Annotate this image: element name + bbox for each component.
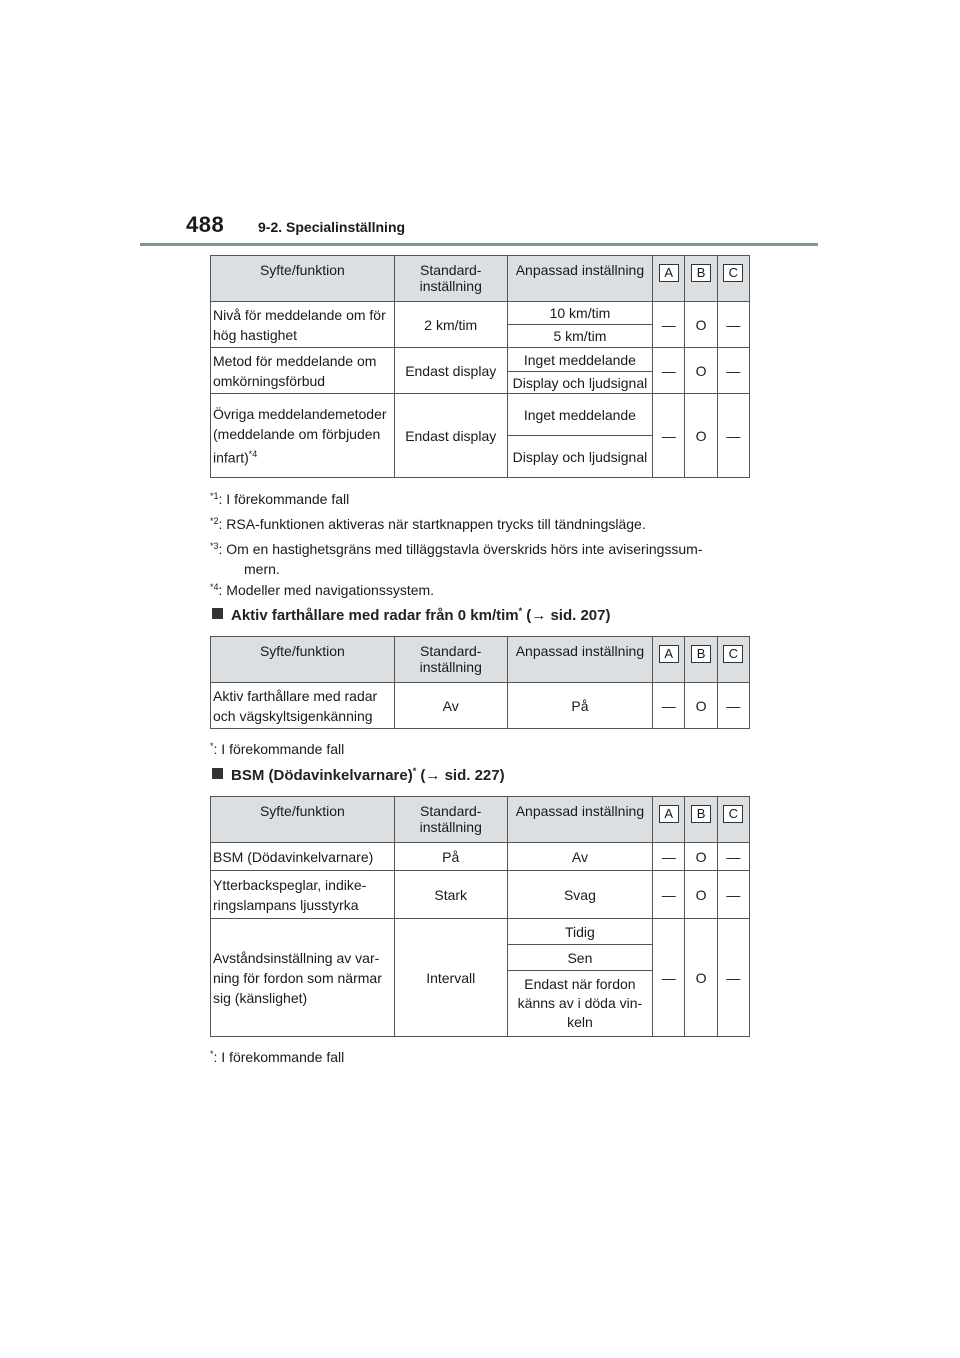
row-b: O xyxy=(685,871,717,919)
row-c: — xyxy=(717,348,749,394)
settings-table-1 xyxy=(210,255,750,478)
row-custom-option: Inget meddelande xyxy=(507,394,652,436)
page-reference: (→ sid. 207) xyxy=(522,607,611,624)
footnote-continuation: mern. xyxy=(244,561,280,577)
row-default: Endast display xyxy=(394,348,507,394)
header-default-line1: Standard- xyxy=(419,803,482,819)
row-custom: Svag xyxy=(507,871,652,919)
header-default xyxy=(394,637,507,683)
footnote-mark: * xyxy=(210,741,214,751)
footnote-mark: *4 xyxy=(210,582,219,592)
header-default-line1: Standard- xyxy=(419,643,482,659)
badge-b: B xyxy=(691,645,711,663)
badge-c: C xyxy=(723,645,743,663)
header-default-line2: inställning xyxy=(419,659,482,675)
row-custom-option: Display och ljudsignal xyxy=(507,372,652,394)
row-default: Intervall xyxy=(394,919,507,1037)
row-custom-option: Display och ljudsignal xyxy=(507,436,652,478)
header-b xyxy=(685,256,717,302)
row-c: — xyxy=(717,302,749,348)
row-b: O xyxy=(685,394,717,478)
footnote xyxy=(210,536,703,579)
header-a xyxy=(653,797,685,843)
header-c xyxy=(717,256,749,302)
badge-b: B xyxy=(691,805,711,823)
row-default: På xyxy=(394,843,507,871)
row-a: — xyxy=(653,302,685,348)
header-custom: Anpassad inställning xyxy=(507,637,652,683)
header-custom: Anpassad inställning xyxy=(507,797,652,843)
row-a: — xyxy=(653,394,685,478)
header-rule xyxy=(140,243,818,246)
row-custom-option: 5 km/tim xyxy=(507,325,652,348)
row-custom-option: Sen xyxy=(507,945,652,971)
footnote-text: : RSA-funktionen aktiveras när startknappen trycks till tändningsläge. xyxy=(218,516,646,532)
row-name: Metod för meddelande om omkörningsförbud xyxy=(211,348,395,394)
subheading-bsm xyxy=(212,766,505,784)
header-purpose: Syfte/funktion xyxy=(211,797,395,843)
row-name xyxy=(211,394,395,478)
row-custom-option: Endast när fordon känns av i döda vin-keln xyxy=(507,971,652,1037)
row-a: — xyxy=(653,683,685,729)
footnote-text: : I förekommande fall xyxy=(218,491,350,507)
settings-table-2 xyxy=(210,636,750,729)
subheading-text: Aktiv farthållare med radar från 0 km/tim xyxy=(231,607,519,624)
header-default-line2: inställning xyxy=(419,819,482,835)
badge-a: A xyxy=(659,805,679,823)
row-name-text: Övriga meddelandemetoder (meddelande om förbjuden infart) xyxy=(213,405,387,466)
subheading-mark: * xyxy=(412,766,417,776)
header-custom: Anpassad inställning xyxy=(507,256,652,302)
row-a: — xyxy=(653,348,685,394)
row-custom-option: Inget meddelande xyxy=(507,348,652,372)
header-default xyxy=(394,256,507,302)
row-default: Av xyxy=(394,683,507,729)
row-custom-option: 10 km/tim xyxy=(507,302,652,325)
footnote xyxy=(210,577,434,600)
row-a: — xyxy=(653,871,685,919)
row-b: O xyxy=(685,348,717,394)
row-custom: På xyxy=(507,683,652,729)
row-c: — xyxy=(717,919,749,1037)
row-b: O xyxy=(685,302,717,348)
row-c: — xyxy=(717,683,749,729)
row-b: O xyxy=(685,919,717,1037)
footnote-mark: *4 xyxy=(248,448,258,459)
footnote-mark: * xyxy=(210,1049,214,1059)
row-default: Stark xyxy=(394,871,507,919)
page-reference: (→ sid. 227) xyxy=(416,767,505,784)
badge-a: A xyxy=(659,264,679,282)
settings-table-3 xyxy=(210,796,750,1037)
header-b xyxy=(685,797,717,843)
row-name: Nivå för meddelande om för hög hastighet xyxy=(211,302,395,348)
footnote-text: : I förekommande fall xyxy=(213,741,345,757)
row-b: O xyxy=(685,683,717,729)
subheading-text: BSM (Dödavinkelvarnare) xyxy=(231,767,413,784)
row-custom: Av xyxy=(507,843,652,871)
header-default-line2: inställning xyxy=(419,278,482,294)
row-default: 2 km/tim xyxy=(394,302,507,348)
row-c: — xyxy=(717,394,749,478)
row-name: BSM (Dödavinkelvarnare) xyxy=(211,843,395,871)
row-name: Ytterbackspeglar, indike-ringslampans ljusstyrka xyxy=(211,871,395,919)
badge-c: C xyxy=(723,805,743,823)
footnote-mark: *3 xyxy=(210,541,219,551)
footnote-mark: *2 xyxy=(210,516,219,526)
page-number: 488 xyxy=(186,212,225,237)
badge-a: A xyxy=(659,645,679,663)
row-custom-option: Tidig xyxy=(507,919,652,945)
subheading-acc xyxy=(212,606,610,624)
header-a xyxy=(653,637,685,683)
footnote xyxy=(210,486,349,509)
row-default: Endast display xyxy=(394,394,507,478)
subheading-mark: * xyxy=(518,606,523,616)
footnote-mark: *1 xyxy=(210,491,219,501)
row-a: — xyxy=(653,843,685,871)
header-purpose: Syfte/funktion xyxy=(211,256,395,302)
footnote xyxy=(210,736,344,759)
header-default xyxy=(394,797,507,843)
section-title: 9-2. Specialinställning xyxy=(258,219,406,235)
footnote xyxy=(210,1044,344,1067)
footnote xyxy=(210,511,646,534)
row-b: O xyxy=(685,843,717,871)
footnote-text: : I förekommande fall xyxy=(213,1049,345,1065)
header-b xyxy=(685,637,717,683)
row-c: — xyxy=(717,843,749,871)
row-name: Avståndsinställning av var-ning för fordon som närmar sig (känslighet) xyxy=(211,919,395,1037)
header-a xyxy=(653,256,685,302)
footnote-text: : Modeller med navigationssystem. xyxy=(218,582,435,598)
header-purpose: Syfte/funktion xyxy=(211,637,395,683)
badge-c: C xyxy=(723,264,743,282)
badge-b: B xyxy=(691,264,711,282)
square-bullet-icon xyxy=(212,608,223,619)
square-bullet-icon xyxy=(212,768,223,779)
row-name: Aktiv farthållare med radar och vägskyltsigenkänning xyxy=(211,683,395,729)
header-default-line1: Standard- xyxy=(419,262,482,278)
header-c xyxy=(717,797,749,843)
header-c xyxy=(717,637,749,683)
footnote-text: : Om en hastighetsgräns med tilläggstavla överskrids hörs inte aviseringssum- xyxy=(218,541,703,557)
row-c: — xyxy=(717,871,749,919)
row-a: — xyxy=(653,919,685,1037)
